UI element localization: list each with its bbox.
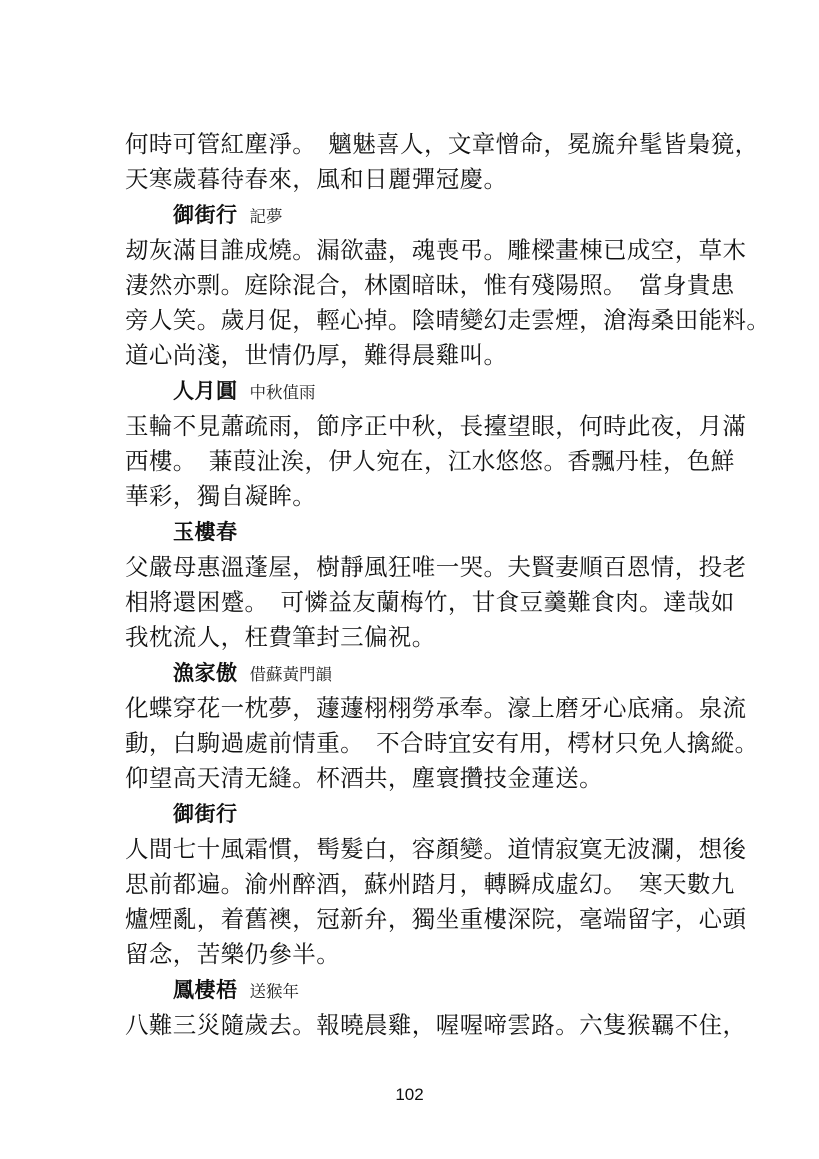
poem-subtitle: 中秋值雨 <box>249 383 316 402</box>
body-line: 淒然亦剽。庭除混合，林園暗昧，惟有殘陽照。 當身貴患 <box>125 271 735 299</box>
body-line: 刼灰滿目誰成燒。漏欲盡，魂喪弔。雕樑畫棟已成空，草木 <box>125 236 747 264</box>
poem-title: 御街行 <box>173 802 238 826</box>
poem-subtitle: 送猴年 <box>249 982 299 1001</box>
poem-heading <box>173 514 725 550</box>
poem-heading <box>173 197 725 233</box>
body-line: 仰望高天清无縫。杯酒共，塵寰攢技金蓮送。 <box>125 764 603 792</box>
poem-heading <box>173 972 725 1008</box>
poem-title: 人月圓 <box>173 379 238 403</box>
body-line: 爐煙亂，着舊襖，冠新弁，獨坐重樓深院，毫端留字，心頭 <box>125 905 747 933</box>
body-line: 動，白駒過處前情重。 不合時宜安有用，樗材只免人擒縱。 <box>125 729 759 757</box>
body-line: 旁人笑。歲月促，輕心掉。陰晴變幻走雲煙，滄海桑田能料。 <box>125 306 771 334</box>
body-line: 人間七十風霜慣，髩髮白，容顏變。道情寂寞无波瀾，想後 <box>125 835 747 863</box>
poem-title: 玉樓春 <box>173 520 238 544</box>
body-line: 相將還困蹙。 可憐益友蘭梅竹，甘食豆羹難食肉。達哉如 <box>125 588 735 616</box>
body-line: 父嚴母惠溫蓬屋，樹靜風狂唯一哭。夫賢妻順百恩情，投老 <box>125 553 747 581</box>
poem-heading <box>173 373 725 409</box>
page-number: 102 <box>395 1085 424 1104</box>
body-line: 八難三災隨歲去。報曉晨雞，喔喔啼雲路。六隻猴羈不住， <box>125 1011 747 1039</box>
poem-subtitle: 記夢 <box>249 207 283 226</box>
body-line: 思前都遍。渝州醉酒，蘇州踏月，轉瞬成虛幻。 寒天數九 <box>125 870 735 898</box>
body-line: 我枕流人，枉費筆封三偏祝。 <box>125 623 436 651</box>
page-content <box>125 127 771 1043</box>
poem-title: 御街行 <box>173 203 238 227</box>
body-line: 西樓。 蒹葭沚涘，伊人宛在，江水悠悠。香飄丹桂，色鮮 <box>125 447 735 475</box>
poem-subtitle: 借蘇黃門韻 <box>249 665 332 684</box>
body-line: 天寒歲暮待春來，風和日麗彈冠慶。 <box>125 165 508 193</box>
poem-title: 鳳棲梧 <box>173 978 238 1002</box>
poem-heading <box>173 655 725 691</box>
body-line: 玉輪不見蕭疏雨，節序正中秋，長擡望眼，何時此夜，月滿 <box>125 412 747 440</box>
body-line: 華彩，獨自凝眸。 <box>125 482 317 510</box>
poem-heading <box>173 796 725 832</box>
body-line: 道心尚淺，世情仍厚，難得晨雞叫。 <box>125 341 508 369</box>
body-line: 化蝶穿花一枕夢，蘧蘧栩栩勞承奉。濠上磨牙心底痛。泉流 <box>125 694 747 722</box>
body-line: 何時可管紅塵淨。 魑魅喜人，文章憎命，冕旒弁髦皆梟獍， <box>125 130 759 158</box>
body-line: 留念，苦樂仍參半。 <box>125 940 341 968</box>
poem-title: 漁家傲 <box>173 661 238 685</box>
